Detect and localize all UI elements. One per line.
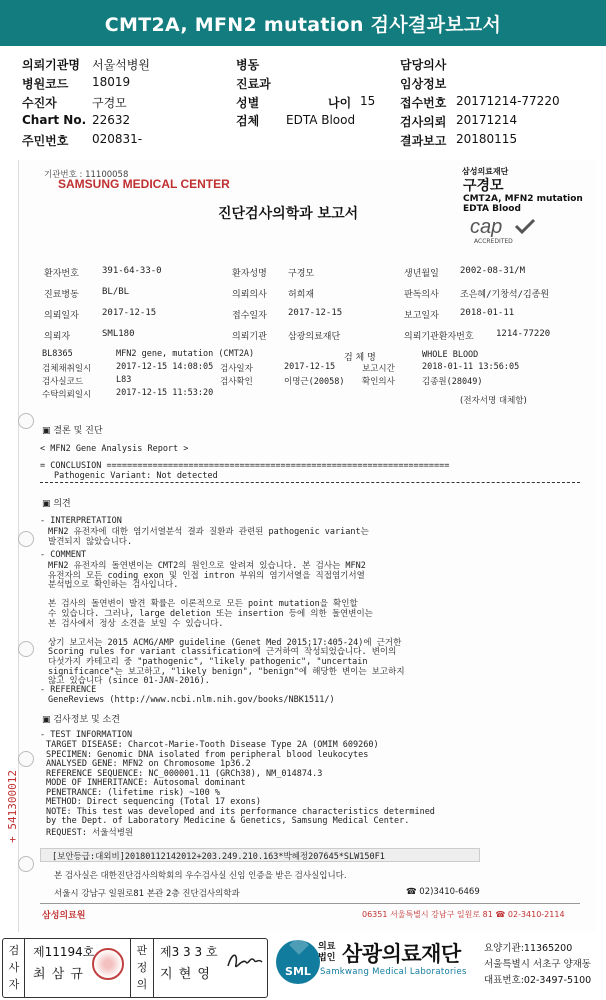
info-cell: 의뢰기관 [232,332,267,342]
text-line: MODE OF INHERITANCE: Autosomal dominant [46,778,246,788]
header-label: 담당의사 [400,58,447,72]
signature-icon [224,948,264,976]
text-line: ANALYSED GENE: MFN2 on Chromosome 1p36.2 [46,759,251,769]
org-name: 삼광의료재단 [342,942,461,966]
certification-note: 본 검사실은 대한진단검사의학회의 우수검사실 신임 인증을 받은 검사실입니다. [54,871,347,881]
cap-text: cap [470,216,503,238]
divider [40,903,580,904]
header-value: 20180115 [456,132,518,146]
section-conclusion: ▣ 결론 및 진단 [42,426,103,436]
report-title: CMT2A, MFN2 mutation 검사결과보고서 [0,0,606,46]
comment-heading: - COMMENT [40,550,87,560]
text-line: 다섯가지 카테고리 중 "pathogenic", "likely pathogenic", "uncertain [48,657,368,667]
request-line: REQUEST: 서울석병원 [46,828,134,838]
age-value: 15 [360,94,376,108]
header-value: EDTA Blood [286,113,356,127]
org-english: Samkwang Medical Laboratories [320,967,467,977]
meta-label: 검사확인 [220,377,253,387]
text-line: 수 있습니다. 그러나, large deletion 또는 insertion 등에 의한 돌연변이는 [48,609,373,619]
info-cell: 판독의사 [404,290,439,300]
text-line: METHOD: Direct sequencing (Total 17 exons) [46,797,261,807]
header-value: 20171214-77220 [456,94,560,108]
divider [24,938,25,998]
header-label: 의뢰기관명 [22,58,80,72]
info-cell: 구경모 [288,269,315,279]
org-prefix-2: 법인 [318,953,336,963]
checkmark-icon [514,218,536,234]
meta-value: 김종원(28049) [422,377,483,387]
conclusion-value: Pathogenic Variant: Not detected [54,471,218,481]
meta-label: 검사일자 [220,364,253,374]
text-line: REFERENCE SEQUENCE: NC_000001.11 (GRCh38), NM_014874.3 [46,768,323,779]
meta-value: 2017-12-15 14:08:05 [116,362,214,372]
info-cell: 2017-12-15 [102,308,157,318]
section-opinion: ▣ 의견 [42,499,71,509]
e-sign-note: (전자서명 대체함) [460,396,527,406]
info-cell: SML180 [102,329,135,339]
text-line: NOTE: This test was developed and its performance characteristics determined [46,806,435,817]
info-cell: BL/BL [102,287,130,297]
header-value: 구경모 [92,96,127,110]
info-cell: 의뢰의사 [232,290,267,300]
header-value: 18019 [92,75,131,89]
text-line: MFN2 유전자의 돌연변이는 CMT2의 원인으로 알려져 있습니다. 본 검사는 MFN2 [48,561,366,571]
meta-value: L83 [116,375,132,385]
binder-hole [18,751,34,767]
header-label: 검사의뢰 [400,115,447,129]
interpretation-heading: - INTERPRETATION [40,516,122,526]
info-cell: 2018-01-11 [460,308,515,318]
institution-number: 요양기관:11365200 [484,943,573,954]
reviewer-license: 제3 3 3 호 [160,945,218,959]
header-value: 20171214 [456,113,518,127]
org-prefix [318,942,335,964]
meta-label: 검사실코드 [42,377,84,387]
test-code-desc: MFN2 gene, mutation (CMT2A) [116,349,255,359]
info-cell: 진료병동 [44,290,79,300]
text-line: 않고 있습니다 (since 01-JAN-2016). [48,676,210,687]
meta-value: 2018-01-11 13:56:05 [422,362,520,372]
reviewer-label: 판정의 [136,944,148,991]
info-cell: 2017-12-15 [288,308,343,318]
info-cell: 2002-08-31/M [460,266,526,276]
inspector-license: 제11194호 [33,945,95,959]
scan-report-title: 진단검사의학과 보고서 [218,206,359,222]
divider [40,482,580,483]
lab-phone: ☎ 02)3410-6469 [406,887,480,897]
org-address: 서울특별시 서초구 양재동 [484,959,591,970]
header-label: Chart No. [22,113,87,127]
label-specimen: EDTA Blood [463,204,521,214]
info-cell: 조은혜/기창석/김종원 [460,290,550,300]
reference-text: GeneReviews (http://www.ncbi.nlm.nih.gov/books/NBK1511/) [48,695,335,705]
text-line: 본 검사에서 정상 소견을 보일 수 있습니다. [48,618,224,629]
cap-accredited-logo [470,216,542,244]
binder-hole [18,856,34,872]
header-label: 수진자 [22,96,57,110]
test-info-heading: - TEST INFORMATION [40,730,133,740]
smc-kr: 삼성의료재단 [462,167,509,176]
info-cell: 의뢰일자 [44,311,79,321]
info-cell: 삼광의료재단 [288,332,341,342]
text-line: Scoring rules for variant classification에 근거하여 작성되었습니다. 변이의 [48,647,397,658]
meta-value: 2017-12-15 11:53:20 [116,388,214,398]
institution-code: 기관번호 : 11100058 [44,170,129,180]
meta-label: 검체채취일시 [42,364,92,374]
header-value: 22632 [92,113,131,127]
reviewer-name: 지 현 영 [160,967,211,982]
reference-heading: - REFERENCE [40,685,97,695]
text-line: SPECIMEN: Genomic DNA isolated from peripheral blood leukocytes [46,749,369,760]
info-cell: 보고일자 [404,311,439,321]
gene-report-title: < MFN2 Gene Analysis Report > [40,444,189,454]
inspector-label: 검사자 [8,944,20,991]
text-line: PENETRANCE: (lifetime risk) ~100 % [46,787,220,798]
text-line: 발견되지 않았습니다. [48,537,133,547]
text-line: TARGET DISEASE: Charcot-Marie-Tooth Disease Type 2A (OMIM 609260) [46,740,379,750]
label-patient-name: 구경모 [463,178,504,194]
header-label: 검체 [236,114,260,128]
text-line: by the Dept. of Laboratory Medicine & Genetics, Samsung Medical Center. [46,816,410,826]
header-value: 020831- [92,132,143,146]
bottom-address: 06351 서울특별시 강남구 일원로 81 ☎ 02-3410-2114 [362,910,565,919]
info-cell: 허희재 [288,290,315,300]
binder-hole [18,641,34,657]
header-label: 진료과 [236,77,271,91]
text-line: 분석법으로 확인하는 검사입니다. [48,580,179,591]
meta-value: 2017-12-15 [284,362,336,372]
test-code: BL8365 [42,349,73,359]
text-line: MFN2 유전자에 대한 염기서열분석 결과 질환과 관련된 pathogenic variant는 [48,527,369,537]
meta-value: 이명근(20058) [284,377,345,387]
age-label: 나이 [328,96,352,110]
bottom-logo: 삼성의료원 [42,911,86,921]
smc-logo: SAMSUNG MEDICAL CENTER [58,177,230,191]
info-cell: 391-64-33-0 [102,266,162,276]
specimen-value: WHOLE BLOOD [422,350,479,360]
sml-text: SML [285,965,311,978]
header-label: 병원코드 [22,77,69,91]
text-line: significance"는 보고하고, "likely benign", "benign"에 해당한 변이는 보고하지 [48,666,405,677]
info-cell: 의뢰자 [44,332,71,342]
divider [153,938,154,998]
print-info: [보안등급:대외비]20180112142012+203.249.210.163*박혜정207645*SLW150F1 [52,852,385,862]
meta-label: 보고시간 [362,364,395,374]
header-label: 임상정보 [400,77,447,91]
header-label: 결과보고 [400,134,447,148]
conclusion-header: = CONCLUSION =================================================================== [40,461,450,471]
header-label: 성별 [236,96,260,110]
specimen-label: 검 체 명 [344,353,376,363]
info-cell: 환자번호 [44,269,79,279]
inspector-name: 최 삼 규 [33,967,84,982]
binder-hole [18,531,34,547]
label-test-name: CMT2A, MFN2 mutation [463,194,583,204]
header-label: 접수번호 [400,96,447,110]
org-phone: 대표번호:02-3497-5100 [484,975,592,986]
text-line: 유전자의 모든 coding exon 및 인접 intron 부위의 염기서열을 직접염기서열 [48,570,365,581]
text-line: 본 검사의 돌연변이 발견 확률은 이론적으로 모든 point mutation을 확인할 [48,599,358,610]
header-label: 주민번호 [22,134,69,148]
section-test-info: ▣ 검사정보 및 소견 [42,715,120,725]
header-value: 서울석병원 [92,58,150,72]
info-cell: 1214-77220 [496,329,551,339]
cap-sub: ACCREDITED [474,238,513,245]
info-cell: 접수일자 [232,311,267,321]
info-cell: 생년월일 [404,269,439,279]
header-label: 병동 [236,58,260,72]
binder-hole [18,413,34,429]
divider [130,938,131,998]
meta-label: 확인의사 [362,377,395,387]
info-cell: 의뢰기관환자번호 [404,332,474,342]
meta-label: 수탁의뢰일시 [42,390,92,400]
seal-stamp [92,948,124,980]
lab-address: 서울시 강남구 일원로81 본관 2층 진단검사의학과 [54,889,240,899]
text-line: 상기 보고서는 2015 ACMG/AMP guideline (Genet Med 2015;17:405-24)에 근거한 [48,637,402,648]
org-prefix-1: 의료 [318,942,336,952]
side-barcode-number: + 541300012 [6,770,19,843]
info-cell: 환자성명 [232,269,267,279]
